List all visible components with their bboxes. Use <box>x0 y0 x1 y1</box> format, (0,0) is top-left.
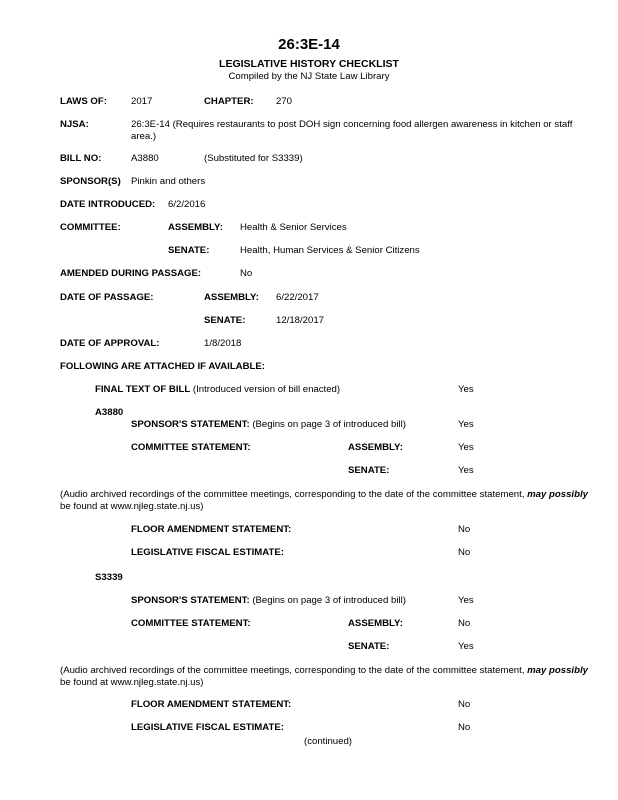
a3880-assembly-label: ASSEMBLY: <box>348 442 403 453</box>
a3880-senate-label: SENATE: <box>348 465 390 476</box>
final-text-note: (Introduced version of bill enacted) <box>192 384 341 395</box>
a3880-sponsor-row <box>131 419 406 431</box>
a3880-audio-note <box>60 489 588 501</box>
document-title: LEGISLATIVE HISTORY CHECKLIST <box>219 58 399 70</box>
bill-no-number: A3880 <box>131 153 159 164</box>
s3339-heading: S3339 <box>95 572 123 583</box>
s3339-sponsor-label: SPONSOR'S STATEMENT: <box>131 595 250 606</box>
date-introduced-label: DATE INTRODUCED: <box>60 199 156 210</box>
s3339-assembly-label: ASSEMBLY: <box>348 618 403 629</box>
chapter-label: CHAPTER: <box>204 96 254 107</box>
s3339-fiscal-value: No <box>458 722 471 733</box>
a3880-floor-value: No <box>458 524 471 535</box>
committee-label: COMMITTEE: <box>60 222 121 233</box>
final-text-value: Yes <box>458 384 474 395</box>
a3880-committee-label: COMMITTEE STATEMENT: <box>131 442 251 453</box>
passage-label: DATE OF PASSAGE: <box>60 292 154 303</box>
a3880-assembly-value: Yes <box>458 442 474 453</box>
a3880-audio-text: (Audio archived recordings of the committee meetings, corresponding to the date of the committee statement, <box>60 489 525 500</box>
njsa-label: NJSA: <box>60 119 89 130</box>
sponsors-label: SPONSOR(S) <box>60 176 121 187</box>
approval-label: DATE OF APPROVAL: <box>60 338 160 349</box>
committee-assembly-label: ASSEMBLY: <box>168 222 223 233</box>
s3339-senate-label: SENATE: <box>348 641 390 652</box>
njsa-text: 26:3E-14 (Requires restaurants to post DOH sign concerning food allergen awareness in kitchen or staff area.) <box>131 119 573 142</box>
s3339-assembly-value: No <box>458 618 471 629</box>
a3880-fiscal-label: LEGISLATIVE FISCAL ESTIMATE: <box>131 547 284 558</box>
a3880-sponsor-note: (Begins on page 3 of introduced bill) <box>252 419 406 430</box>
final-text-row <box>95 384 340 396</box>
s3339-sponsor-row <box>131 595 406 607</box>
committee-senate-value: Health, Human Services & Senior Citizens <box>240 245 420 256</box>
statute-title: 26:3E-14 <box>278 36 340 53</box>
s3339-sponsor-note: (Begins on page 3 of introduced bill) <box>252 595 406 606</box>
laws-of-label: LAWS OF: <box>60 96 107 107</box>
final-text-label: FINAL TEXT OF BILL <box>95 384 191 395</box>
compiled-by: Compiled by the NJ State Law Library <box>228 71 390 82</box>
continued-note: (continued) <box>304 736 352 747</box>
a3880-heading: A3880 <box>95 407 124 418</box>
a3880-audio-text2: be found at www.njleg.state.nj.us) <box>60 501 204 512</box>
s3339-fiscal-label: LEGISLATIVE FISCAL ESTIMATE: <box>131 722 284 733</box>
amended-label: AMENDED DURING PASSAGE: <box>60 268 202 279</box>
sponsors-text: Pinkin and others <box>131 176 206 187</box>
passage-senate-value: 12/18/2017 <box>276 315 325 326</box>
s3339-audio-note <box>60 665 588 677</box>
bill-no-label: BILL NO: <box>60 153 102 164</box>
committee-assembly-value: Health & Senior Services <box>240 222 347 233</box>
s3339-audio-text: (Audio archived recordings of the committee meetings, corresponding to the date of the committee statement, <box>60 665 525 676</box>
a3880-senate-value: Yes <box>458 465 474 476</box>
bill-no-note: (Substituted for S3339) <box>204 153 303 164</box>
committee-senate-label: SENATE: <box>168 245 210 256</box>
s3339-floor-value: No <box>458 699 471 710</box>
s3339-senate-value: Yes <box>458 641 474 652</box>
passage-senate-label: SENATE: <box>204 315 246 326</box>
s3339-floor-label: FLOOR AMENDMENT STATEMENT: <box>131 699 292 710</box>
chapter-number: 270 <box>276 96 293 107</box>
s3339-audio-emphasis: may possibly <box>527 665 588 676</box>
s3339-committee-label: COMMITTEE STATEMENT: <box>131 618 251 629</box>
amended-value: No <box>240 268 253 279</box>
laws-of-year: 2017 <box>131 96 153 107</box>
a3880-audio-emphasis: may possibly <box>527 489 588 500</box>
a3880-floor-label: FLOOR AMENDMENT STATEMENT: <box>131 524 292 535</box>
passage-assembly-value: 6/22/2017 <box>276 292 319 303</box>
a3880-sponsor-value: Yes <box>458 419 474 430</box>
a3880-fiscal-value: No <box>458 547 471 558</box>
approval-value: 1/8/2018 <box>204 338 242 349</box>
s3339-audio-text2: be found at www.njleg.state.nj.us) <box>60 677 204 688</box>
s3339-sponsor-value: Yes <box>458 595 474 606</box>
a3880-sponsor-label: SPONSOR'S STATEMENT: <box>131 419 250 430</box>
passage-assembly-label: ASSEMBLY: <box>204 292 259 303</box>
attached-heading: FOLLOWING ARE ATTACHED IF AVAILABLE: <box>60 361 265 372</box>
date-introduced-value: 6/2/2016 <box>168 199 206 210</box>
